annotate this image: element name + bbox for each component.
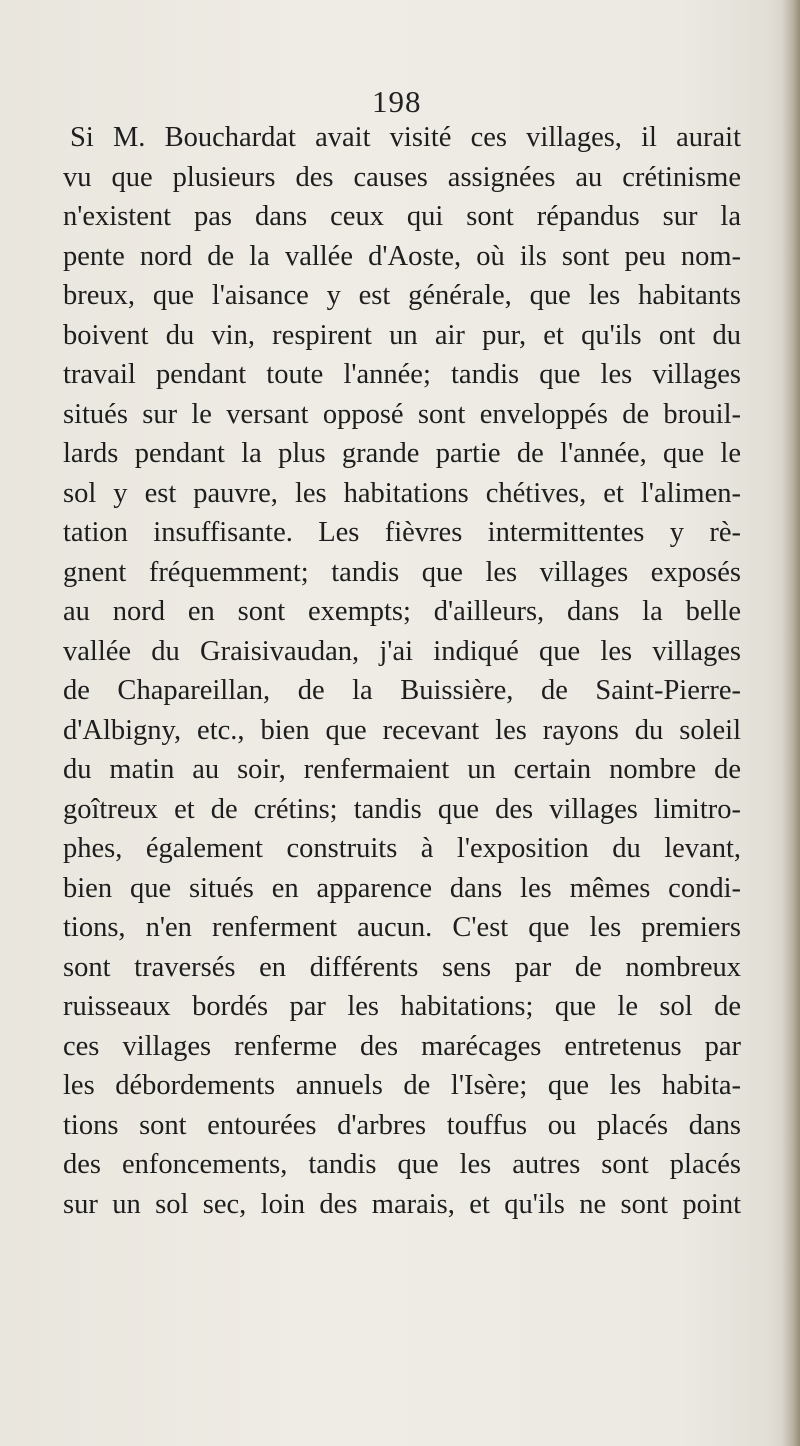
text-line: sont traversés en différents sens par de nombreux bbox=[63, 951, 741, 983]
text-line: Si M. Bouchardat avait visité ces villages, il aurait bbox=[70, 122, 741, 153]
page-number: 198 bbox=[372, 84, 422, 119]
text-line: bien que situés en apparence dans les mêmes condi- bbox=[63, 872, 741, 904]
text-line: ces villages renferme des marécages entretenus par bbox=[63, 1030, 741, 1062]
text-line: sur un sol sec, loin des marais, et qu'ils ne sont point bbox=[63, 1188, 741, 1220]
text-line: breux, que l'aisance y est générale, que les habitants bbox=[63, 280, 741, 311]
text-line: gnent fréquemment; tandis que les villages exposés bbox=[63, 556, 741, 588]
text-line: tation insuffisante. Les fièvres intermittentes y rè- bbox=[63, 517, 741, 548]
text-line: pente nord de la vallée d'Aoste, où ils sont peu nom- bbox=[63, 240, 741, 272]
page-binding-edge bbox=[782, 0, 800, 1446]
text-line: situés sur le versant opposé sont enveloppés de brouil- bbox=[63, 398, 741, 430]
text-line: lards pendant la plus grande partie de l'année, que le bbox=[63, 438, 741, 469]
text-line: de Chapareillan, de la Buissière, de Saint-Pierre- bbox=[63, 675, 741, 706]
text-line: phes, également construits à l'exposition du levant, bbox=[63, 833, 741, 864]
text-line: des enfoncements, tandis que les autres sont placés bbox=[63, 1149, 741, 1180]
text-line: au nord en sont exempts; d'ailleurs, dans la belle bbox=[63, 596, 741, 627]
text-line: d'Albigny, etc., bien que recevant les rayons du soleil bbox=[63, 714, 741, 746]
text-line: tions sont entourées d'arbres touffus ou placés dans bbox=[63, 1109, 741, 1141]
text-line: vu que plusieurs des causes assignées au crétinisme bbox=[63, 161, 741, 193]
text-line: vallée du Graisivaudan, j'ai indiqué que les villages bbox=[63, 635, 741, 667]
body-paragraph bbox=[63, 118, 741, 1224]
text-line: les débordements annuels de l'Isère; que les habita- bbox=[63, 1070, 741, 1101]
text-line: boivent du vin, respirent un air pur, et qu'ils ont du bbox=[63, 319, 741, 351]
text-line: n'existent pas dans ceux qui sont répandus sur la bbox=[63, 201, 741, 232]
text-line: travail pendant toute l'année; tandis que les villages bbox=[63, 359, 741, 390]
text-line: goîtreux et de crétins; tandis que des villages limitro- bbox=[63, 793, 741, 825]
text-line: tions, n'en renferment aucun. C'est que les premiers bbox=[63, 912, 741, 943]
text-line: du matin au soir, renfermaient un certain nombre de bbox=[63, 754, 741, 785]
text-line: sol y est pauvre, les habitations chétives, et l'alimen- bbox=[63, 477, 741, 509]
text-line: ruisseaux bordés par les habitations; que le sol de bbox=[63, 991, 741, 1022]
